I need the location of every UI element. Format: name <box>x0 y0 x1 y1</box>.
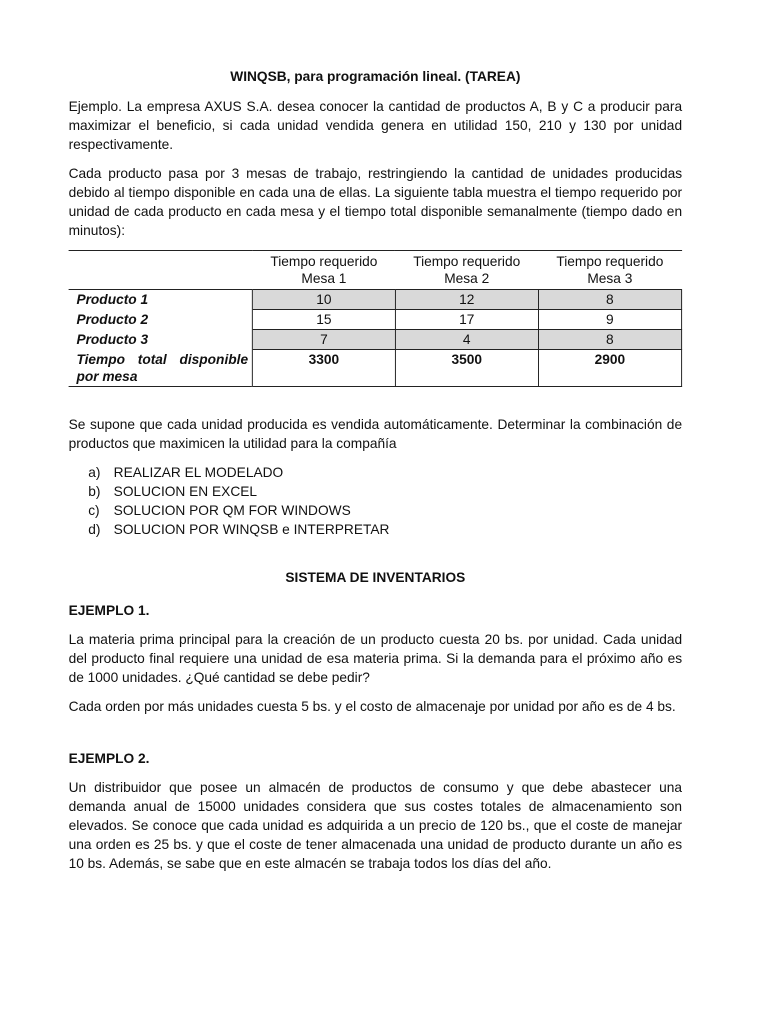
section-title: SISTEMA DE INVENTARIOS <box>285 569 466 585</box>
table-cell-total: 2900 <box>538 350 681 387</box>
table-cell-total: 3300 <box>252 350 395 387</box>
list-item: c) SOLUCION POR QM FOR WINDOWS <box>88 502 351 518</box>
assumption-paragraph: Se supone que cada unidad producida es vendida automáticamente. Determinar la combinación de productos que maximicen la utilidad para la compañía <box>68 416 683 451</box>
table-cell: 17 <box>395 310 538 330</box>
list-item: a) REALIZAR EL MODELADO <box>88 464 284 480</box>
example-2-paragraph: Un distribuidor que posee un almacén de productos de consumo y que debe abastecer una demanda anual de 15000 unidades considera que sus costes totales de almacenamiento son elevados. Se conoce que cada unidad es adquirida a un precio de 120 bs., que el coste de manejar una orden es 25 bs. y que el coste de tener almacenada una unidad de producto durante un año es 10 bs. Además, se sabe que en este almacén se trabaja todos los días del año. <box>68 779 683 871</box>
table-row <box>69 330 682 350</box>
table-cell: 4 <box>395 330 538 350</box>
description-paragraph: Cada producto pasa por 3 mesas de trabajo, restringiendo la cantidad de unidades producidas debido al tiempo disponible en cada una de ellas. La siguiente tabla muestra el tiempo requerido por unidad de cada producto en cada mesa y el tiempo total disponible semanalmente (tiempo dado en minutos): <box>68 165 683 238</box>
row-label: Producto 1 <box>69 290 253 310</box>
table-header-mesa-1: Tiempo requerido Mesa 1 <box>252 251 395 290</box>
table-header-row <box>69 251 682 290</box>
table-header-empty <box>69 251 253 290</box>
table-cell: 10 <box>252 290 395 310</box>
table-cell: 12 <box>395 290 538 310</box>
intro-paragraph: Ejemplo. La empresa AXUS S.A. desea conocer la cantidad de productos A, B y C a producir para maximizar el beneficio, si cada unidad vendida genera en utilidad 150, 210 y 130 por unidad respectivamente. <box>68 98 683 152</box>
table-cell-total: 3500 <box>395 350 538 387</box>
example-1-title: EJEMPLO 1. <box>68 602 150 618</box>
task-list <box>69 463 682 539</box>
table-row <box>69 290 682 310</box>
table-cell: 8 <box>538 290 681 310</box>
table-cell: 15 <box>252 310 395 330</box>
table-cell: 8 <box>538 330 681 350</box>
table-header-mesa-3: Tiempo requerido Mesa 3 <box>538 251 681 290</box>
list-item: b) SOLUCION EN EXCEL <box>88 483 258 499</box>
row-label: Producto 2 <box>69 310 253 330</box>
example-2-title: EJEMPLO 2. <box>68 750 150 766</box>
table-cell: 9 <box>538 310 681 330</box>
example-1-paragraph-1: La materia prima principal para la creación de un producto cuesta 20 bs. por unidad. Cada unidad del producto final requiere una unidad de esa materia prima. Si la demanda para el próximo año es de 1000 unidades. ¿Qué cantidad se debe pedir? <box>68 631 683 685</box>
table-header-mesa-2: Tiempo requerido Mesa 2 <box>395 251 538 290</box>
table-row-totals <box>69 350 682 387</box>
row-label-totals: Tiempo total disponible por mesa <box>69 350 253 387</box>
document-title: WINQSB, para programación lineal. (TAREA) <box>230 68 521 84</box>
list-item: d) SOLUCION POR WINQSB e INTERPRETAR <box>88 521 390 537</box>
time-requirements-table <box>69 250 682 387</box>
table-row <box>69 310 682 330</box>
example-1-paragraph-2: Cada orden por más unidades cuesta 5 bs. y el costo de almacenaje por unidad por año es de 4 bs. <box>68 698 676 714</box>
row-label: Producto 3 <box>69 330 253 350</box>
table-cell: 7 <box>252 330 395 350</box>
